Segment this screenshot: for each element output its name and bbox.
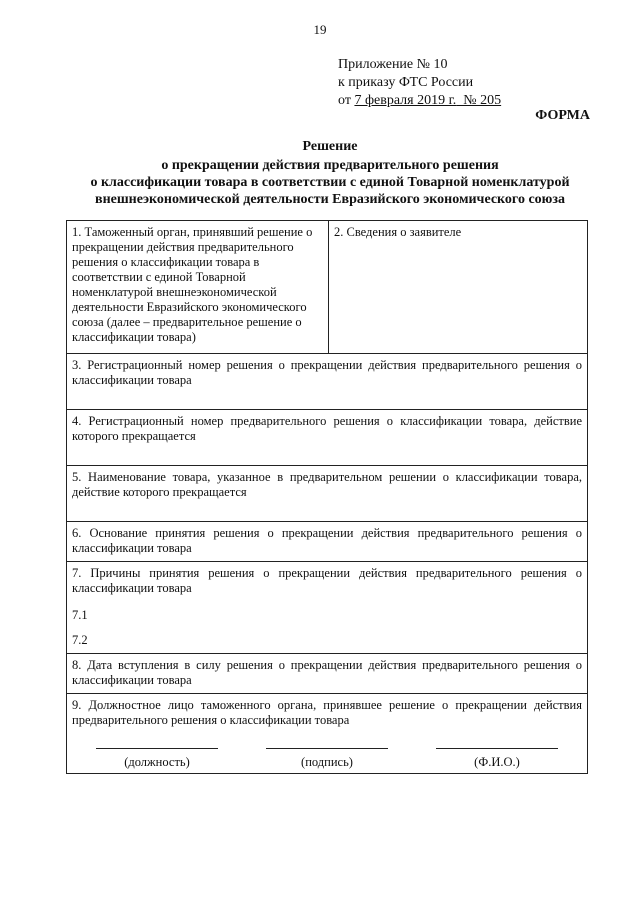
page-number: 19	[313, 22, 327, 37]
signature-position-cell	[96, 748, 218, 770]
form-table	[66, 220, 588, 774]
sign-label: (подпись)	[301, 755, 353, 769]
field-decision-reg-number: 3. Регистрационный номер решения о прекращении действия предварительного решения о классификации товара	[67, 353, 587, 409]
title-line-3: о классификации товара в соответствии с единой Товарной номенклатурой	[90, 175, 570, 190]
position-label: (должность)	[124, 755, 190, 769]
name-label: (Ф.И.О.)	[474, 755, 520, 769]
appendix-line-2: к приказу ФТС России	[338, 75, 474, 90]
appendix-order-number: № 205	[456, 93, 502, 108]
appendix-date: 7 февраля 2019 г.	[354, 93, 457, 108]
title-line-2: о прекращении действия предварительного решения	[161, 158, 499, 173]
field-effective-date: 8. Дата вступления в силу решения о прекращении действия предварительного решения о классификации товара	[67, 653, 587, 693]
appendix-line-3	[338, 92, 501, 110]
form-label: ФОРМА	[535, 108, 590, 123]
row-1-2	[67, 221, 587, 353]
title-line-1: Решение	[302, 139, 358, 154]
appendix-line-1: Приложение № 10	[338, 57, 448, 72]
field-goods-name: 5. Наименование товара, указанное в предварительном решении о классификации товара, действие которого прекращается	[67, 465, 587, 521]
appendix-header	[338, 56, 501, 110]
signature-block	[72, 748, 582, 770]
field-reason-7-1: 7.1	[72, 608, 88, 622]
field-preliminary-decision-reg-number: 4. Регистрационный номер предварительного решения о классификации товара, действие которого прекращается	[67, 409, 587, 465]
field-decision-reasons	[67, 561, 587, 653]
field-reasons-label: 7. Причины принятия решения о прекращении действия предварительного решения о классификации товара	[72, 566, 582, 595]
sign-line	[266, 748, 388, 755]
field-reason-7-2: 7.2	[72, 633, 88, 647]
field-decision-basis: 6. Основание принятия решения о прекращении действия предварительного решения о классификации товара	[67, 521, 587, 561]
signature-name-cell	[436, 748, 558, 770]
field-official	[67, 693, 587, 773]
position-line	[96, 748, 218, 755]
name-line	[436, 748, 558, 755]
field-applicant-info: 2. Сведения о заявителе	[334, 225, 462, 239]
document-title	[60, 138, 600, 208]
field-customs-authority: 1. Таможенный орган, принявший решение о прекращении действия предварительного решения о классификации товара в соответствии с единой Товарной номенклатурой внешнеэкономической деятельности Евразийского экономического союза (далее – предварительное решение о классификации товара)	[67, 221, 329, 353]
field-official-label: 9. Должностное лицо таможенного органа, принявшее решение о прекращении действия предварительного решения о классификации товара	[72, 698, 582, 727]
appendix-date-prefix: от	[338, 93, 355, 108]
signature-sign-cell	[266, 748, 388, 770]
title-line-4: внешнеэкономической деятельности Евразийского экономического союза	[95, 192, 565, 207]
